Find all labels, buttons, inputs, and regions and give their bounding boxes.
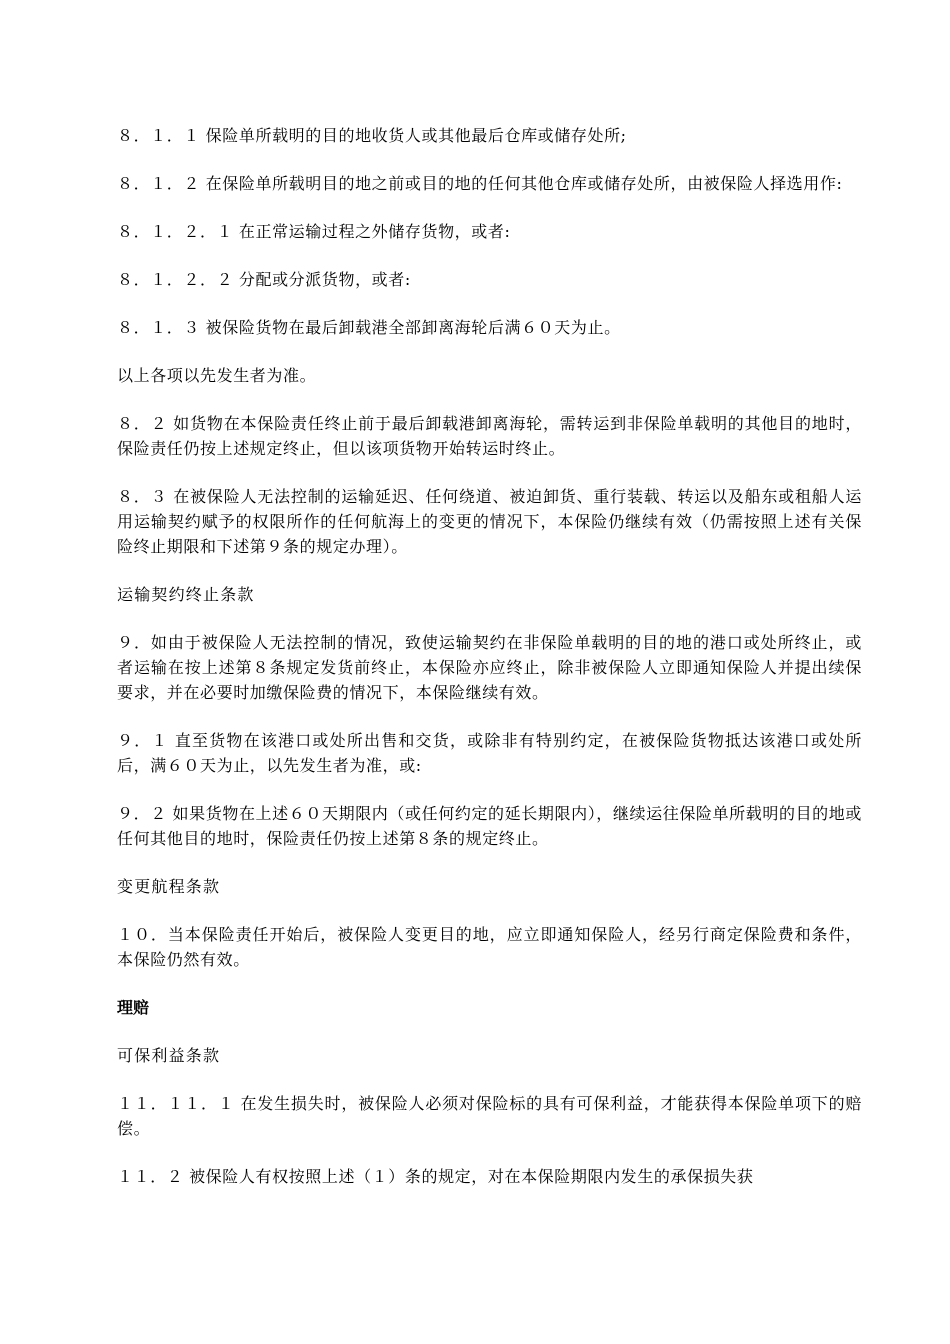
section-heading-claims: 理赔 (117, 998, 150, 1017)
clause-8-1-1: ８．１．１ 保险单所载明的目的地收货人或其他最后仓库或储存处所; (117, 126, 627, 145)
subheading-termination-of-contract: 运输契约终止条款 (117, 585, 255, 604)
clause-11-2: １１．２ 被保险人有权按照上述（１）条的规定，对在本保险期限内发生的承保损失获 (117, 1167, 754, 1186)
subheading-insurable-interest: 可保利益条款 (117, 1046, 221, 1065)
clause-8-1-2: ８．１．２ 在保险单所载明目的地之前或目的地的任何其他仓库或储存处所，由被保险人择选用作: (117, 174, 843, 193)
clause-8-1-2-1: ８．１．２．１ 在正常运输过程之外储存货物，或者: (117, 222, 511, 241)
clause-9: ９．如由于被保险人无法控制的情况，致使运输契约在非保险单载明的目的地的港口或处所终止，或者运输在按上述第８条规定发货前终止，本保险亦应终止，除非被保险人立即通知保险人并提出续保要求，并在必要时加缴保险费的情况下，本保险继续有效。 (117, 633, 862, 702)
subheading-change-of-voyage: 变更航程条款 (117, 877, 221, 896)
clause-8-3: ８．３ 在被保险人无法控制的运输延迟、任何绕道、被迫卸货、重行装载、转运以及船东或租船人运用运输契约赋予的权限所作的任何航海上的变更的情况下，本保险仍继续有效（仍需按照上述有关保险终止期限和下述第９条的规定办理）。 (117, 487, 862, 556)
clause-9-1: ９．１ 直至货物在该港口或处所出售和交货，或除非有特别约定，在被保险货物抵达该港口或处所后，满６０天为止，以先发生者为准，或: (117, 731, 862, 775)
clause-8-1-2-2: ８．１．２．２ 分配或分派货物，或者: (117, 270, 411, 289)
clause-9-2: ９．２ 如果货物在上述６０天期限内（或任何约定的延长期限内），继续运往保险单所载明的目的地或任何其他目的地时，保险责任仍按上述第８条的规定终止。 (117, 804, 862, 848)
precedence-note: 以上各项以先发生者为准。 (117, 366, 317, 385)
clause-11-11-1: １１．１１．１ 在发生损失时，被保险人必须对保险标的具有可保利益，才能获得本保险单项下的赔偿。 (117, 1094, 862, 1138)
document-page (117, 123, 862, 1212)
clause-8-1-3: ８．１．３ 被保险货物在最后卸载港全部卸离海轮后满６０天为止。 (117, 318, 621, 337)
clause-10: １０．当本保险责任开始后，被保险人变更目的地，应立即通知保险人，经另行商定保险费和条件，本保险仍然有效。 (117, 925, 862, 969)
clause-8-2: ８．２ 如货物在本保险责任终止前于最后卸载港卸离海轮，需转运到非保险单载明的其他目的地时，保险责任仍按上述规定终止，但以该项货物开始转运时终止。 (117, 414, 862, 458)
